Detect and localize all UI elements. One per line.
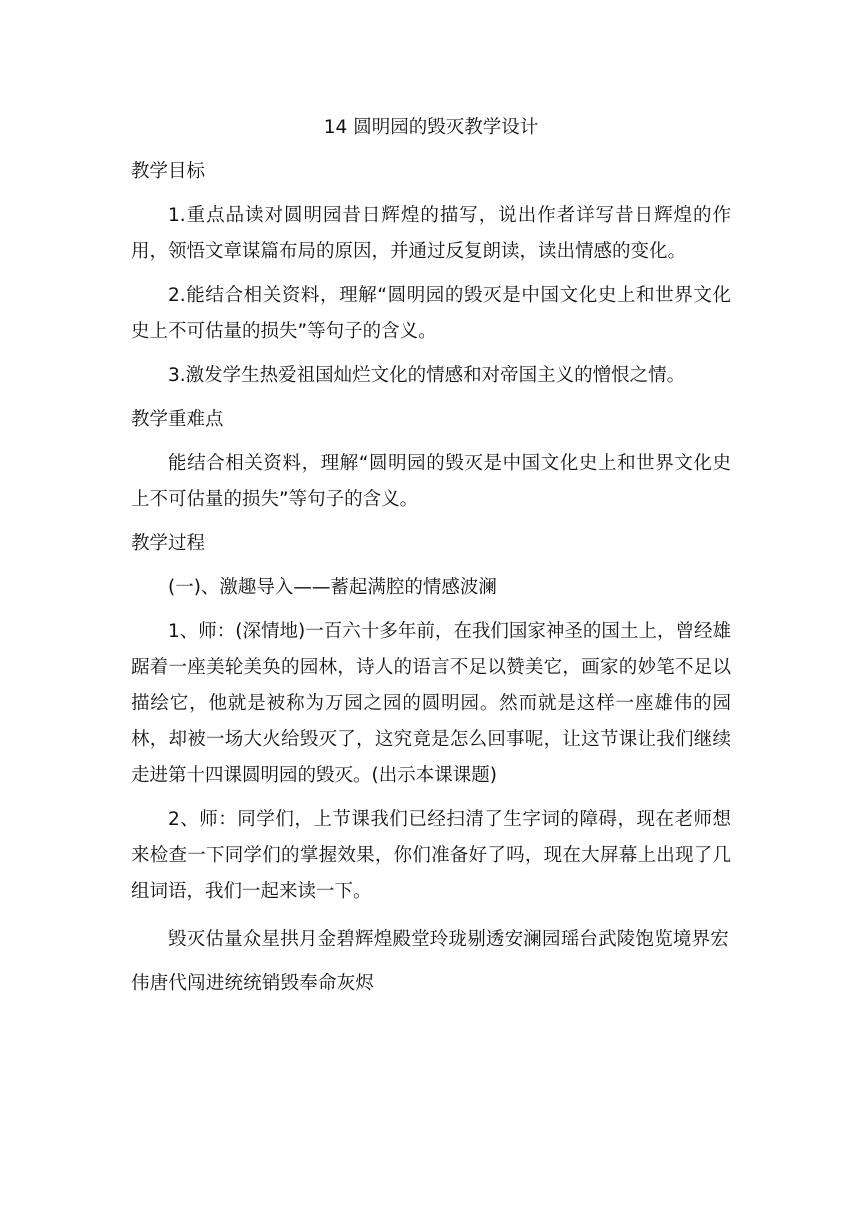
objectives-heading: 教学目标: [131, 161, 206, 182]
objective-1: 1.重点品读对圆明园昔日辉煌的描写，说出作者详写昔日辉煌的作用，领悟文章谋篇布局的原因，并通过反复朗读，读出情感的变化。: [131, 205, 731, 262]
key-points-text: 能结合相关资料，理解“圆明园的毁灭是中国文化史上和世界文化史上不可估量的损失”等句子的含义。: [131, 453, 731, 510]
document-body: [131, 110, 731, 1006]
process-heading: 教学过程: [131, 533, 206, 554]
key-points-heading: 教学重难点: [131, 409, 224, 430]
objective-2: 2.能结合相关资料，理解“圆明园的毁灭是中国文化史上和世界文化史上不可估量的损失”等句子的含义。: [131, 285, 731, 342]
objective-3: 3.激发学生热爱祖国灿烂文化的情感和对帝国主义的憎恨之情。: [168, 365, 686, 386]
process-step1-paragraph-2: 2、师：同学们，上节课我们已经扫清了生字词的障碍，现在老师想来检查一下同学们的掌握效果，你们准备好了吗，现在大屏幕上出现了几组词语，我们一起来读一下。: [131, 809, 731, 902]
vocabulary-list: 毁灭估量众星拱月金碧辉煌殿堂玲珑剔透安澜园瑶台武陵饱览境界宏伟唐代闯进统统销毁奉命灰烬: [131, 929, 730, 994]
document-title: 14 圆明园的毁灭教学设计: [323, 117, 539, 138]
process-step1-title: (一)、激趣导入——蓄起满腔的情感波澜: [168, 577, 497, 598]
process-step1-paragraph-1: 1、师：(深情地)一百六十多年前，在我们国家神圣的国土上，曾经雄踞着一座美轮美奂的园林，诗人的语言不足以赞美它，画家的妙笔不足以描绘它，他就是被称为万园之园的圆明园。然而就是这样一座雄伟的园林，却被一场大火给毁灭了，这究竟是怎么回事呢，让这节课让我们继续走进第十四课圆明园的毁灭。(出示本课课题): [131, 621, 731, 786]
